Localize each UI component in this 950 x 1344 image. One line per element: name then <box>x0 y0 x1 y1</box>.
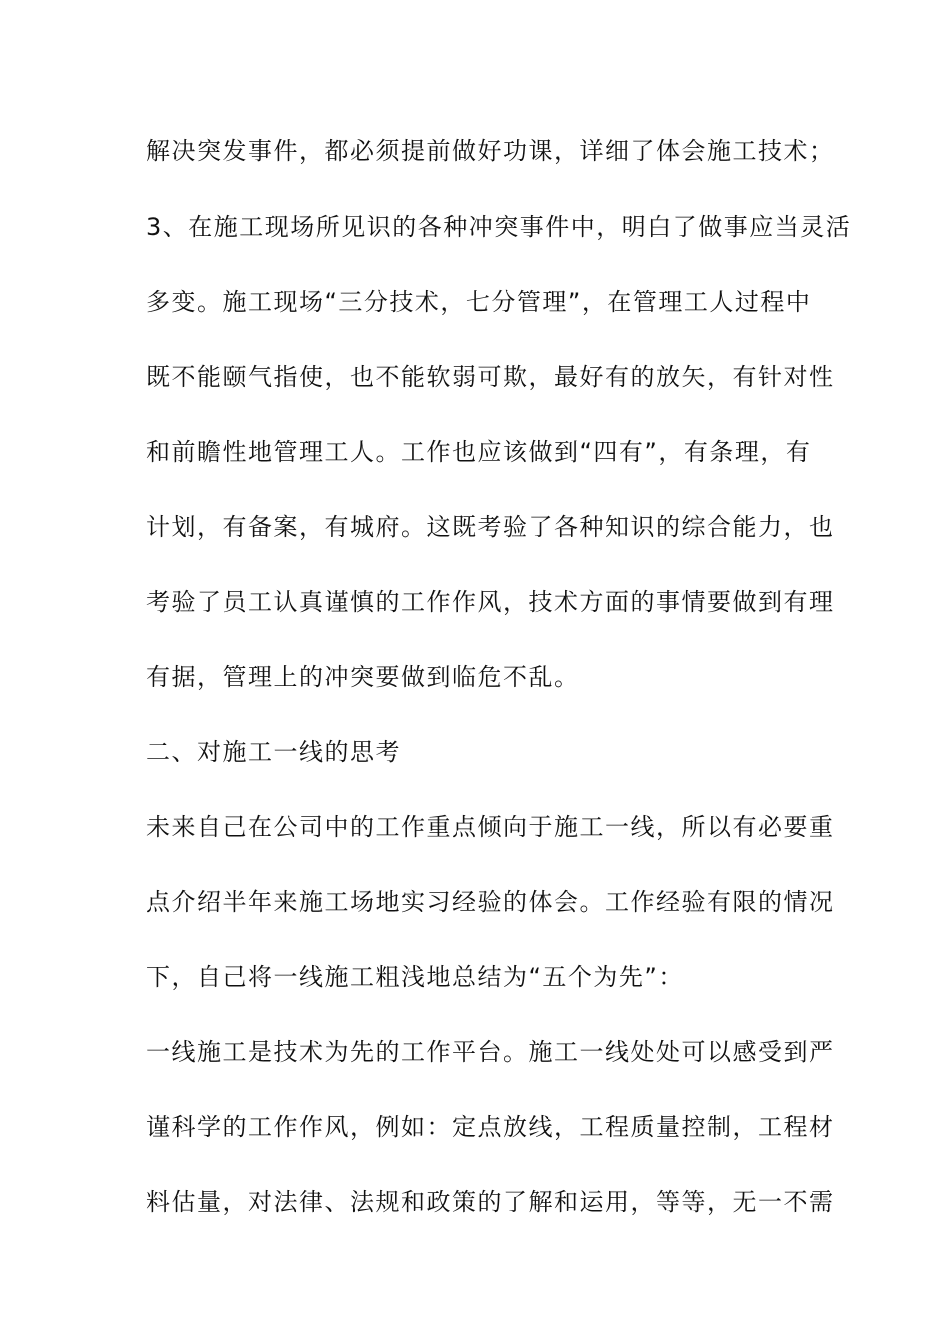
text-line: 解决突发事件，都必须提前做好功课，详细了体会施工技术； <box>146 137 835 165</box>
text-line: 点介绍半年来施工场地实习经验的体会。工作经验有限的情况 <box>146 888 835 916</box>
text-line: 考验了员工认真谨慎的工作作风，技术方面的事情要做到有理 <box>146 588 835 616</box>
text-line: 既不能颐气指使，也不能软弱可欺，最好有的放矢，有针对性 <box>146 363 835 391</box>
text-line: 计划，有备案，有城府。这既考验了各种知识的综合能力，也 <box>146 513 835 541</box>
text-line: 下，自己将一线施工粗浅地总结为“五个为先”： <box>146 963 684 991</box>
text-line: 3、在施工现场所见识的各种冲突事件中，明白了做事应当灵活 <box>146 213 852 241</box>
text-line: 有据，管理上的冲突要做到临危不乱。 <box>146 663 580 691</box>
text-line: 谨科学的工作作风，例如：定点放线，工程质量控制，工程材 <box>146 1113 835 1141</box>
text-line: 多变。施工现场“三分技术，七分管理”，在管理工人过程中 <box>146 288 812 316</box>
text-line: 一线施工是技术为先的工作平台。施工一线处处可以感受到严 <box>146 1038 835 1066</box>
text-line: 料估量，对法律、法规和政策的了解和运用，等等，无一不需 <box>146 1188 835 1216</box>
section-heading: 二、对施工一线的思考 <box>146 738 401 766</box>
text-line: 未来自己在公司中的工作重点倾向于施工一线，所以有必要重 <box>146 813 835 841</box>
text-line: 和前瞻性地管理工人。工作也应该做到“四有”，有条理，有 <box>146 438 812 466</box>
